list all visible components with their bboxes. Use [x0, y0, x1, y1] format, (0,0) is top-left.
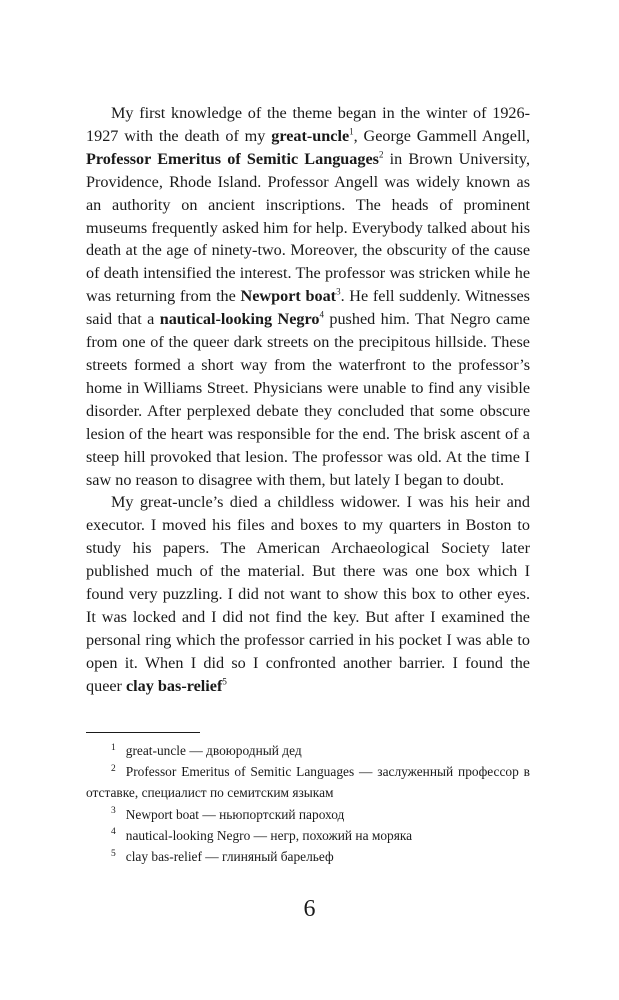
footnote-ref: 4 [319, 309, 324, 320]
text-run: in Brown University, Providence, Rhode Island. Professor Angell was widely known as an authority on ancient inscriptions. The heads of prominent museums frequently asked him for help. Everybody talked about his death at the age of ninety-two. Moreover, the obscurity of the cause of death intensified the interest. The professor was stricken while he was returning from the [86, 149, 530, 306]
footnote-number: 2 [111, 763, 116, 774]
footnote [86, 761, 530, 803]
footnote-text: Professor Emeritus of Semitic Languages — заслуженный профессор в отставке, специалист по семитским языкам [86, 764, 530, 801]
footnote [86, 825, 530, 846]
footnote-text: clay bas-relief — глиняный барельеф [125, 849, 334, 865]
page-number: 6 [303, 896, 316, 922]
footnote [86, 846, 530, 867]
paragraph [86, 491, 530, 697]
footnote-ref: 2 [378, 149, 384, 160]
footnote-text: Newport boat — ньюпортский пароход [125, 806, 345, 822]
glossary-term: Professor Emeritus of Semitic Languages [86, 149, 379, 168]
glossary-term: Newport boat [240, 287, 337, 306]
footnote-text: nautical-looking Negro — негр, похожий на моряка [125, 827, 413, 843]
footnote-number: 4 [111, 827, 116, 838]
footnote-separator [86, 732, 200, 733]
glossary-term: great-uncle [271, 126, 350, 145]
footnote [86, 740, 530, 761]
footnote-ref: 3 [336, 286, 341, 297]
text-run: My great-uncle’s died a childless widower. I was his heir and executor. I moved his files and boxes to my quarters in Boston to study his papers. The American Archaeological Society later published much of the material. But there was one box which I found very puzzling. I did not want to show this box to other eyes. It was locked and I did not find the key. But after I examined the personal ring which the professor carried in his pocket I was able to open it. When I did so I confronted another barrier. I found the queer [86, 493, 530, 695]
text-run: , George Gammell Angell, [353, 126, 531, 145]
text-run: My first knowledge of the theme began in the winter of 1926-1927 with the death of my [86, 104, 530, 145]
footnote [86, 804, 530, 825]
glossary-term: nautical-looking Negro [159, 310, 320, 329]
footnote-number: 1 [111, 742, 116, 753]
main-text [86, 102, 530, 698]
footnote-number: 5 [111, 848, 116, 859]
glossary-term: clay bas-relief [126, 676, 223, 695]
footnotes [86, 740, 530, 867]
text-run: pushed him. That Negro came from one of the queer dark streets on the precipitous hillside. These streets formed a short way from the waterfront to the professor’s home in Williams Street. Physicians were unable to find any visible disorder. After perplexed debate they concluded that some obscure lesion of the heart was responsible for the end. The brisk ascent of a steep hill provoked that lesion. The professor was old. At the time I saw no reason to disagree with them, but lately I began to doubt. [86, 310, 530, 489]
footnote-text: great-uncle — двоюродный дед [125, 743, 302, 758]
footnote-ref: 5 [222, 676, 227, 687]
paragraph [86, 102, 530, 491]
footnote-number: 3 [111, 806, 116, 817]
footnote-ref: 1 [349, 126, 354, 137]
text-run: . He fell suddenly. Witnesses said that a [86, 287, 530, 329]
